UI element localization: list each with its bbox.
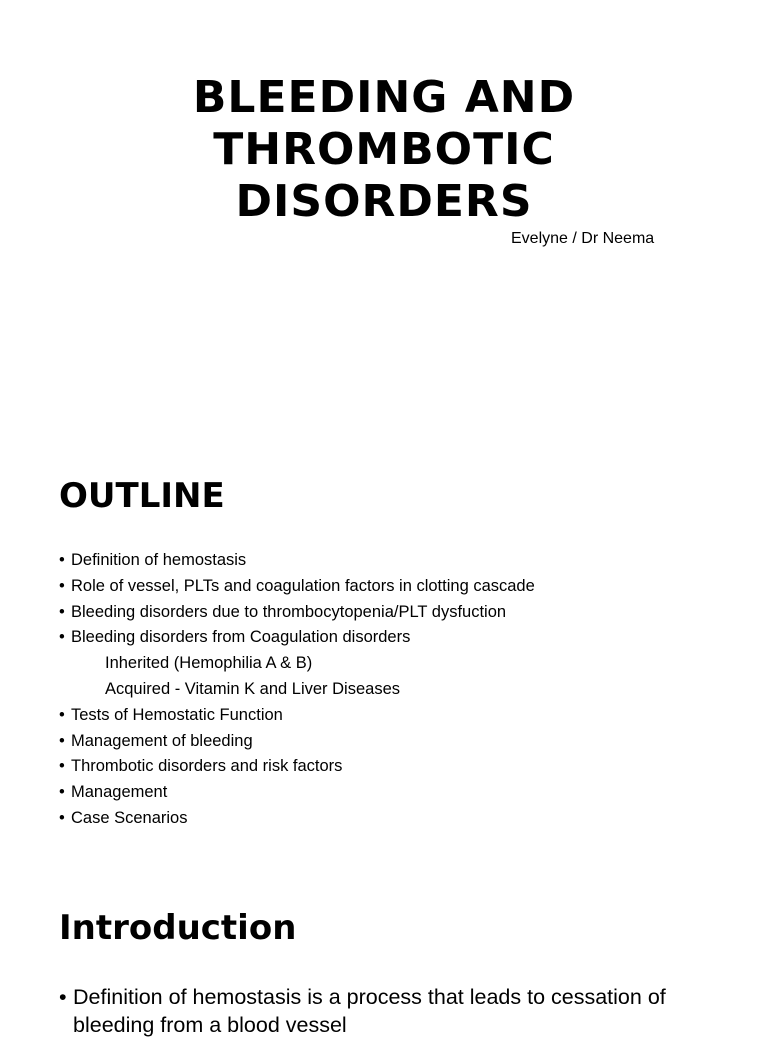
outline-item: • Case Scenarios [59,806,535,832]
outline-heading: OUTLINE [59,476,225,516]
introduction-heading: Introduction [59,908,297,948]
outline-item: • Role of vessel, PLTs and coagulation factors in clotting cascade [59,574,535,600]
outline-item: • Management of bleeding [59,729,535,755]
outline-item: • Management [59,780,535,806]
slide-title [0,72,768,228]
outline-item: • Thrombotic disorders and risk factors [59,754,535,780]
outline-item: • Bleeding disorders due to thrombocytopenia/PLT dysfuction [59,600,535,626]
outline-list [59,548,535,832]
outline-item: • Tests of Hemostatic Function [59,703,535,729]
outline-item: • Definition of hemostasis [59,548,535,574]
outline-item: • Bleeding disorders from Coagulation disorders [59,625,535,651]
introduction-item: • Definition of hemostasis is a process that leads to cessation of bleeding from a blood vessel [59,983,713,1039]
introduction-list [59,983,713,1039]
slide-subtitle: Evelyne / Dr Neema [511,230,655,247]
slide-title-line: THROMBOTIC [213,124,555,175]
slide-title-line: DISORDERS [235,176,533,227]
outline-subitem: Acquired - Vitamin K and Liver Diseases [105,679,401,698]
introduction-slide [0,890,768,1037]
outline-slide [0,460,768,840]
slide-title-line: BLEEDING AND [192,72,576,123]
outline-subitem: Inherited (Hemophilia A & B) [105,654,313,673]
title-slide [0,0,768,270]
